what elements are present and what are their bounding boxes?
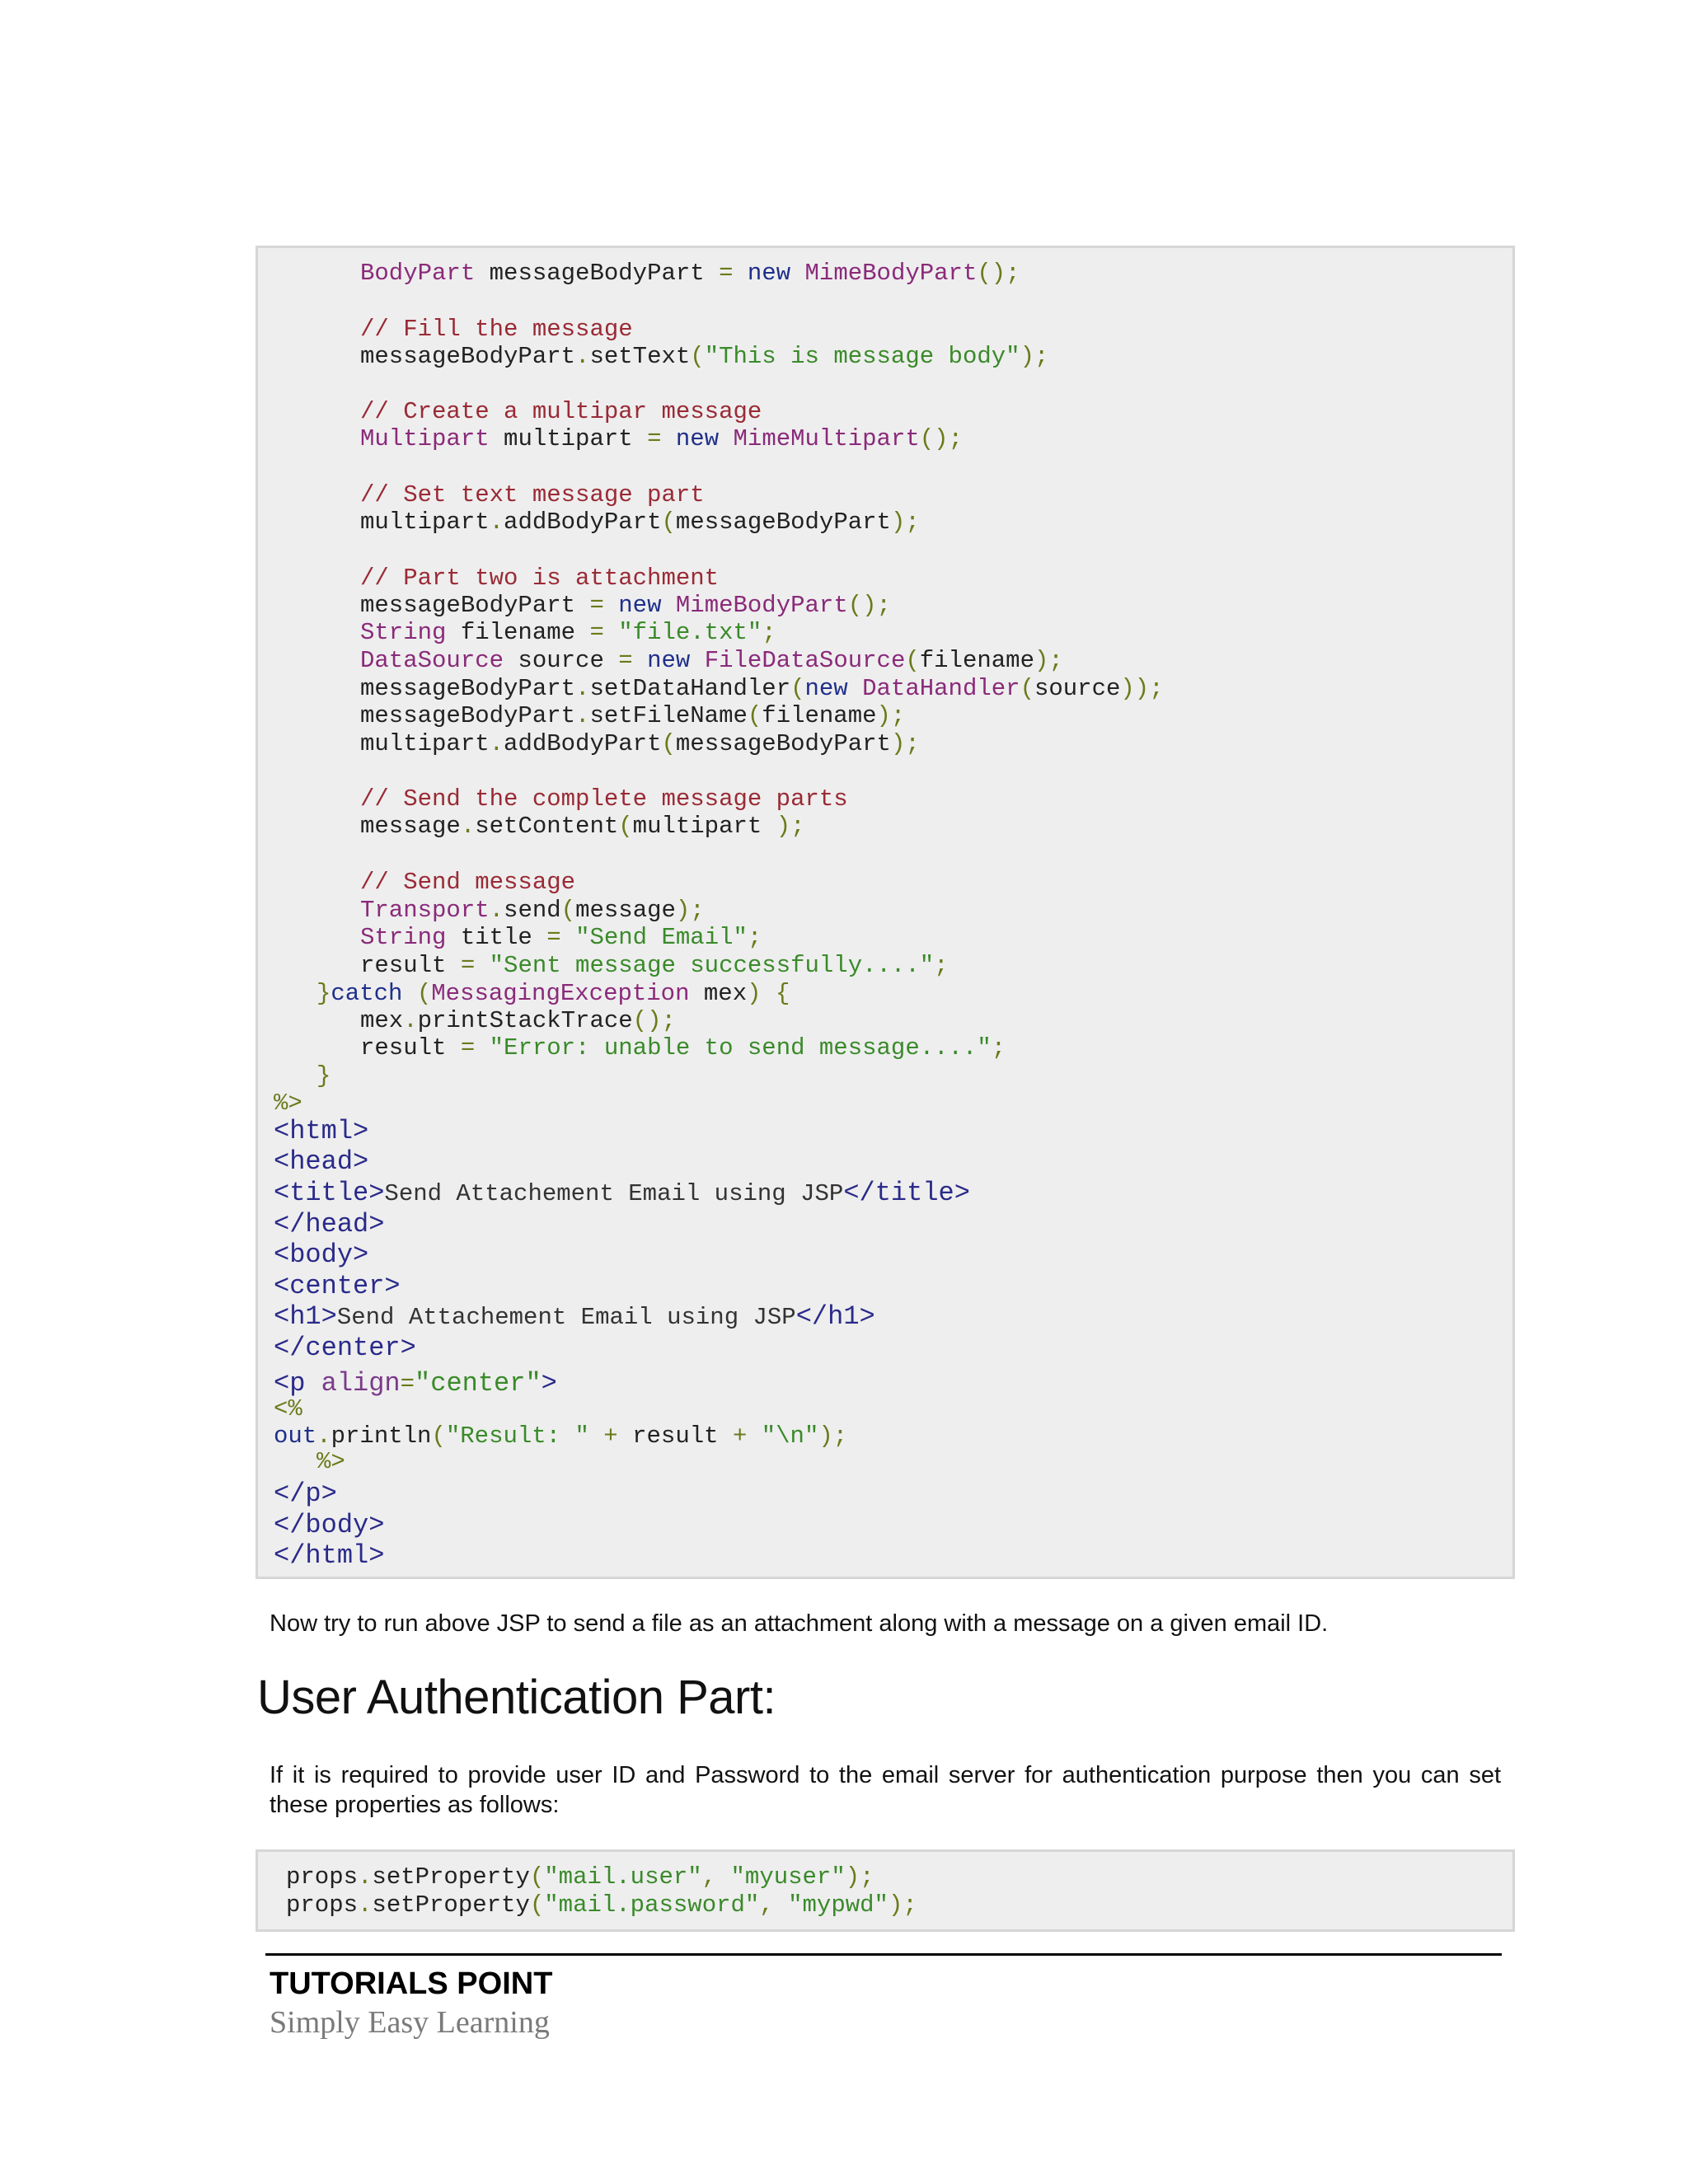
code-line — [360, 924, 762, 952]
code-token: new — [804, 675, 848, 702]
code-token: ( — [618, 813, 633, 840]
code-token: > — [541, 1368, 557, 1399]
code-line — [360, 1034, 1006, 1062]
code-token: mex — [689, 980, 748, 1007]
code-token — [716, 1863, 730, 1891]
code-token: setProperty — [372, 1863, 530, 1891]
code-token: ); — [845, 1863, 874, 1891]
code-token: = — [719, 260, 734, 287]
code-token: "This is message body" — [704, 343, 1020, 370]
code-token: mex — [360, 1007, 404, 1034]
code-token: ( — [690, 343, 705, 370]
code-token: = — [546, 924, 561, 951]
code-token: , — [759, 1891, 774, 1919]
code-token: "\n" — [761, 1422, 819, 1450]
code-token: . — [489, 509, 504, 536]
code-token: ); — [876, 702, 906, 729]
code-token: message — [575, 897, 676, 924]
code-token: setProperty — [372, 1891, 530, 1919]
code-token — [561, 924, 575, 951]
code-token: DataSource — [360, 647, 504, 674]
code-token: . — [460, 813, 476, 840]
code-token: new — [647, 647, 691, 674]
code-token: filename — [446, 619, 590, 646]
code-token: result — [617, 1422, 733, 1450]
code-token: <% — [274, 1395, 302, 1422]
code-token: "mail.user" — [544, 1863, 702, 1891]
code-token: align — [321, 1368, 401, 1399]
code-token: ); — [818, 1422, 848, 1450]
code-token: "mypwd" — [788, 1891, 889, 1919]
code-token: . — [358, 1863, 373, 1891]
code-line — [274, 1422, 847, 1451]
code-token: source — [504, 647, 619, 674]
code-line — [360, 481, 705, 509]
code-token — [661, 592, 675, 619]
code-token: } — [316, 980, 331, 1007]
code-token: ( — [790, 675, 805, 702]
code-token: message — [360, 813, 461, 840]
code-token — [661, 425, 675, 452]
code-token: String — [360, 619, 447, 646]
code-token — [402, 980, 416, 1007]
code-token: messageBodyPart — [475, 260, 720, 287]
code-token: Multipart — [360, 425, 490, 452]
code-token: result — [360, 952, 461, 979]
code-token: ; — [934, 952, 949, 979]
code-token: source — [1034, 675, 1121, 702]
code-token: // Part two is attachment — [360, 565, 720, 592]
code-token: ); — [890, 509, 920, 536]
code-token: println — [331, 1422, 432, 1450]
footer-divider — [265, 1953, 1502, 1956]
code-token: setText — [589, 343, 691, 370]
code-token: messageBodyPart — [360, 702, 576, 729]
code-line — [316, 1062, 331, 1090]
code-token: result — [360, 1034, 461, 1062]
code-token: = — [400, 1371, 415, 1398]
code-token: Send Attachement Email using JSP — [384, 1180, 844, 1207]
code-token: // Create a multipar message — [360, 398, 762, 425]
footer-tagline: Simply Easy Learning — [270, 2005, 550, 2040]
code-token: (); — [847, 592, 891, 619]
code-token: "mail.password" — [544, 1891, 760, 1919]
code-token: { — [775, 980, 790, 1007]
code-token: ( — [529, 1863, 545, 1891]
code-token: . — [489, 897, 504, 924]
code-token: ); — [888, 1891, 917, 1919]
code-line — [360, 702, 905, 730]
code-token — [589, 1422, 603, 1450]
code-token: multipart — [632, 813, 776, 840]
code-token: )); — [1120, 675, 1164, 702]
code-line — [360, 316, 633, 344]
code-token: (); — [632, 1007, 676, 1034]
auth-paragraph: If it is required to provide user ID and Password to the email server for authentication purpose then you can set these properties as follows: — [270, 1762, 1501, 1818]
code-token: messageBodyPart — [360, 675, 576, 702]
code-token: title — [446, 924, 547, 951]
code-token: filename — [919, 647, 1034, 674]
code-token: </p> — [274, 1479, 337, 1509]
code-token: ); — [1034, 647, 1063, 674]
code-line — [360, 730, 920, 758]
code-token — [734, 260, 748, 287]
code-token: = — [460, 952, 476, 979]
section-heading: User Authentication Part: — [257, 1671, 776, 1724]
code-token: MimeBodyPart — [804, 260, 978, 287]
code-line — [360, 952, 949, 980]
code-token: // Fill the message — [360, 316, 633, 343]
code-line — [360, 675, 1164, 703]
code-token — [719, 425, 733, 452]
code-token — [790, 260, 804, 287]
code-token: . — [403, 1007, 418, 1034]
code-line — [274, 1370, 557, 1398]
code-token: <center> — [274, 1271, 401, 1301]
code-line — [360, 785, 848, 813]
code-token: new — [675, 425, 720, 452]
code-token: ( — [661, 730, 676, 757]
code-line — [360, 619, 776, 647]
code-token: (); — [977, 260, 1020, 287]
code-token: </title> — [843, 1178, 970, 1208]
code-token: ); — [890, 730, 920, 757]
code-token: printStackTrace — [417, 1007, 633, 1034]
code-token: catch — [331, 980, 403, 1007]
code-line — [286, 1891, 917, 1919]
code-token: String — [360, 924, 447, 951]
code-line — [274, 1179, 970, 1207]
code-token: BodyPart — [360, 260, 476, 287]
code-token: <head> — [274, 1146, 369, 1177]
code-token: props — [286, 1891, 359, 1919]
code-block-auth-properties — [256, 1849, 1515, 1932]
code-line — [274, 1395, 302, 1423]
code-token: // Send message — [360, 869, 576, 896]
code-token: "Result: " — [445, 1422, 589, 1450]
code-token: ); — [1020, 343, 1049, 370]
code-line — [274, 1334, 416, 1362]
code-token: + — [732, 1422, 748, 1450]
code-line — [360, 509, 920, 537]
code-token: "file.txt" — [618, 619, 762, 646]
code-token: . — [575, 702, 590, 729]
code-token: addBodyPart — [504, 730, 662, 757]
intro-paragraph: Now try to run above JSP to send a file as an attachment along with a message on a given email ID. — [270, 1610, 1329, 1637]
code-token — [475, 952, 489, 979]
code-token — [774, 1891, 788, 1919]
code-token: setFileName — [589, 702, 748, 729]
code-token: <title> — [274, 1178, 385, 1208]
code-token: <html> — [274, 1116, 369, 1146]
code-token — [848, 675, 862, 702]
code-token: // Send the complete message parts — [360, 785, 848, 813]
code-token: ( — [747, 702, 762, 729]
code-line — [360, 592, 891, 620]
code-line — [286, 1863, 874, 1891]
code-token: ); — [776, 813, 805, 840]
code-line — [274, 1090, 302, 1118]
code-token: "Error: unable to send message...." — [489, 1034, 992, 1062]
code-token: = — [589, 592, 604, 619]
code-token: "myuser" — [730, 1863, 846, 1891]
code-token: </html> — [274, 1540, 385, 1571]
code-token: // Set text message part — [360, 481, 705, 509]
code-token: . — [358, 1891, 373, 1919]
code-token: ( — [905, 647, 920, 674]
code-token: <body> — [274, 1240, 369, 1270]
code-token: %> — [316, 1448, 345, 1475]
code-line — [360, 897, 705, 925]
code-token — [747, 1422, 761, 1450]
code-token: </h1> — [795, 1301, 875, 1332]
code-token: + — [603, 1422, 618, 1450]
code-token: <h1> — [274, 1301, 337, 1332]
code-token: = — [647, 425, 662, 452]
code-token: filename — [762, 702, 877, 729]
code-token: multipart — [360, 730, 490, 757]
code-token: = — [589, 619, 604, 646]
code-token: ) — [747, 980, 762, 1007]
code-token: addBodyPart — [504, 509, 662, 536]
code-token: . — [575, 343, 590, 370]
code-token: ( — [560, 897, 576, 924]
code-token: messageBodyPart — [360, 343, 576, 370]
code-token: , — [701, 1863, 717, 1891]
code-line — [274, 1148, 368, 1176]
code-token: ( — [431, 1422, 446, 1450]
code-line — [274, 1542, 384, 1570]
code-token: ( — [661, 509, 676, 536]
code-token: ; — [762, 619, 776, 646]
footer-brand: TUTORIALS POINT — [270, 1966, 553, 2001]
code-token: messageBodyPart — [675, 730, 891, 757]
code-token: setContent — [475, 813, 619, 840]
code-token: MimeMultipart — [733, 425, 920, 452]
code-line — [360, 425, 963, 453]
code-token: messageBodyPart — [675, 509, 891, 536]
code-line — [360, 398, 762, 426]
code-line — [274, 1211, 384, 1239]
code-token: . — [489, 730, 504, 757]
code-token: MimeBodyPart — [675, 592, 848, 619]
code-token: ( — [1020, 675, 1034, 702]
code-line — [360, 343, 1048, 371]
code-token: ; — [991, 1034, 1006, 1062]
code-token: Send Attachement Email using JSP — [336, 1304, 796, 1331]
code-token — [475, 1034, 489, 1062]
code-line — [274, 1272, 401, 1301]
code-line — [360, 1007, 676, 1035]
code-token: messageBodyPart — [360, 592, 590, 619]
code-line — [274, 1241, 368, 1269]
code-line — [360, 813, 805, 841]
code-token: ; — [747, 924, 762, 951]
code-token: Transport — [360, 897, 490, 924]
code-token — [633, 647, 647, 674]
code-token: "Send Email" — [575, 924, 748, 951]
code-token: = — [460, 1034, 476, 1062]
code-line — [274, 1511, 384, 1540]
code-token: ( — [416, 980, 432, 1007]
code-token: </center> — [274, 1333, 416, 1363]
code-token: MessagingException — [431, 980, 690, 1007]
code-token: } — [316, 1062, 331, 1090]
code-token: new — [747, 260, 791, 287]
code-token: multipart — [360, 509, 490, 536]
code-token: "Sent message successfully...." — [489, 952, 935, 979]
code-token: %> — [274, 1090, 302, 1117]
code-token: setDataHandler — [589, 675, 791, 702]
code-token: = — [618, 647, 633, 674]
code-token: send — [504, 897, 561, 924]
code-token: props — [286, 1863, 359, 1891]
code-token — [604, 619, 618, 646]
code-token: <p — [274, 1368, 321, 1399]
code-line — [316, 980, 790, 1008]
code-line — [316, 1448, 345, 1476]
code-line — [360, 647, 1063, 675]
code-token: "center" — [415, 1368, 542, 1399]
code-line — [274, 1118, 368, 1146]
code-token: FileDataSource — [704, 647, 906, 674]
code-token: </body> — [274, 1510, 385, 1540]
code-token — [690, 647, 704, 674]
code-token: new — [618, 592, 662, 619]
code-token: ( — [529, 1891, 545, 1919]
code-line — [274, 1480, 337, 1508]
code-line — [360, 869, 575, 897]
code-line — [360, 260, 1020, 288]
code-line — [360, 565, 719, 593]
code-block-email-attachment — [256, 246, 1515, 1579]
code-token: ); — [675, 897, 705, 924]
code-token — [762, 980, 776, 1007]
code-token: DataHandler — [862, 675, 1020, 702]
code-token: (); — [919, 425, 963, 452]
code-token: </head> — [274, 1209, 385, 1240]
code-token: out — [274, 1422, 317, 1450]
code-token: multipart — [489, 425, 648, 452]
code-token — [604, 592, 618, 619]
code-token: . — [575, 675, 590, 702]
code-token: . — [316, 1422, 331, 1450]
code-line — [274, 1303, 875, 1331]
